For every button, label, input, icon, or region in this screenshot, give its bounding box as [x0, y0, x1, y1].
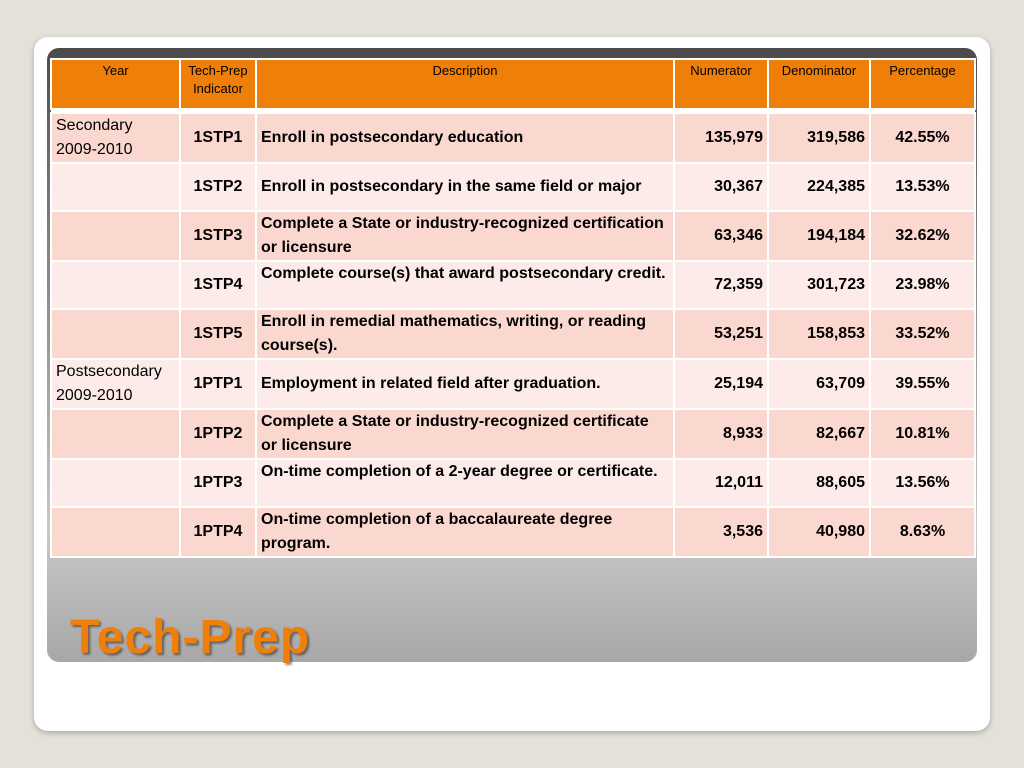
cell-year: Postsecondary 2009-2010 — [51, 359, 180, 409]
cell-description: Enroll in postsecondary in the same field or major — [256, 163, 674, 211]
table-row — [51, 163, 975, 211]
cell-numerator: 63,346 — [674, 211, 768, 261]
cell-percentage: 13.56% — [870, 459, 975, 507]
cell-denominator: 82,667 — [768, 409, 870, 459]
table-row — [51, 359, 975, 409]
cell-percentage: 42.55% — [870, 113, 975, 163]
cell-numerator: 135,979 — [674, 113, 768, 163]
cell-description: On-time completion of a 2-year degree or certificate. — [256, 459, 674, 507]
header-numerator: Numerator — [674, 59, 768, 109]
cell-denominator: 319,586 — [768, 113, 870, 163]
cell-indicator: 1PTP4 — [180, 507, 256, 557]
cell-percentage: 8.63% — [870, 507, 975, 557]
cell-denominator: 224,385 — [768, 163, 870, 211]
cell-indicator: 1STP2 — [180, 163, 256, 211]
cell-numerator: 30,367 — [674, 163, 768, 211]
cell-year — [51, 309, 180, 359]
cell-denominator: 40,980 — [768, 507, 870, 557]
table-row — [51, 113, 975, 163]
tech-prep-table — [50, 58, 976, 558]
table-row — [51, 459, 975, 507]
cell-year — [51, 507, 180, 557]
cell-indicator: 1STP5 — [180, 309, 256, 359]
cell-numerator: 53,251 — [674, 309, 768, 359]
cell-description: Enroll in postsecondary education — [256, 113, 674, 163]
cell-percentage: 33.52% — [870, 309, 975, 359]
header-description: Description — [256, 59, 674, 109]
cell-percentage: 23.98% — [870, 261, 975, 309]
cell-year — [51, 409, 180, 459]
cell-denominator: 301,723 — [768, 261, 870, 309]
cell-description: Complete a State or industry-recognized certification or licensure — [256, 211, 674, 261]
cell-numerator: 12,011 — [674, 459, 768, 507]
cell-description: Complete a State or industry-recognized certificate or licensure — [256, 409, 674, 459]
header-indicator: Tech-Prep Indicator — [180, 59, 256, 109]
cell-indicator: 1STP4 — [180, 261, 256, 309]
cell-numerator: 3,536 — [674, 507, 768, 557]
cell-year — [51, 261, 180, 309]
cell-numerator: 8,933 — [674, 409, 768, 459]
header-year: Year — [51, 59, 180, 109]
cell-year — [51, 459, 180, 507]
header-denominator: Denominator — [768, 59, 870, 109]
cell-description: Employment in related field after graduation. — [256, 359, 674, 409]
cell-percentage: 32.62% — [870, 211, 975, 261]
table-row — [51, 309, 975, 359]
cell-numerator: 25,194 — [674, 359, 768, 409]
cell-denominator: 88,605 — [768, 459, 870, 507]
cell-year — [51, 211, 180, 261]
table-row — [51, 507, 975, 557]
table-row — [51, 211, 975, 261]
cell-description: Enroll in remedial mathematics, writing, or reading course(s). — [256, 309, 674, 359]
table-row — [51, 261, 975, 309]
cell-indicator: 1PTP3 — [180, 459, 256, 507]
cell-indicator: 1PTP2 — [180, 409, 256, 459]
cell-description: Complete course(s) that award postsecondary credit. — [256, 261, 674, 309]
cell-indicator: 1STP3 — [180, 211, 256, 261]
cell-denominator: 63,709 — [768, 359, 870, 409]
cell-numerator: 72,359 — [674, 261, 768, 309]
cell-year: Secondary 2009-2010 — [51, 113, 180, 163]
cell-percentage: 39.55% — [870, 359, 975, 409]
table-row — [51, 409, 975, 459]
cell-denominator: 194,184 — [768, 211, 870, 261]
cell-indicator: 1PTP1 — [180, 359, 256, 409]
table-header-row — [51, 59, 975, 109]
cell-percentage: 10.81% — [870, 409, 975, 459]
header-percentage: Percentage — [870, 59, 975, 109]
cell-year — [51, 163, 180, 211]
cell-indicator: 1STP1 — [180, 113, 256, 163]
cell-description: On-time completion of a baccalaureate degree program. — [256, 507, 674, 557]
cell-denominator: 158,853 — [768, 309, 870, 359]
slide-title: Tech-Prep — [70, 611, 311, 664]
cell-percentage: 13.53% — [870, 163, 975, 211]
